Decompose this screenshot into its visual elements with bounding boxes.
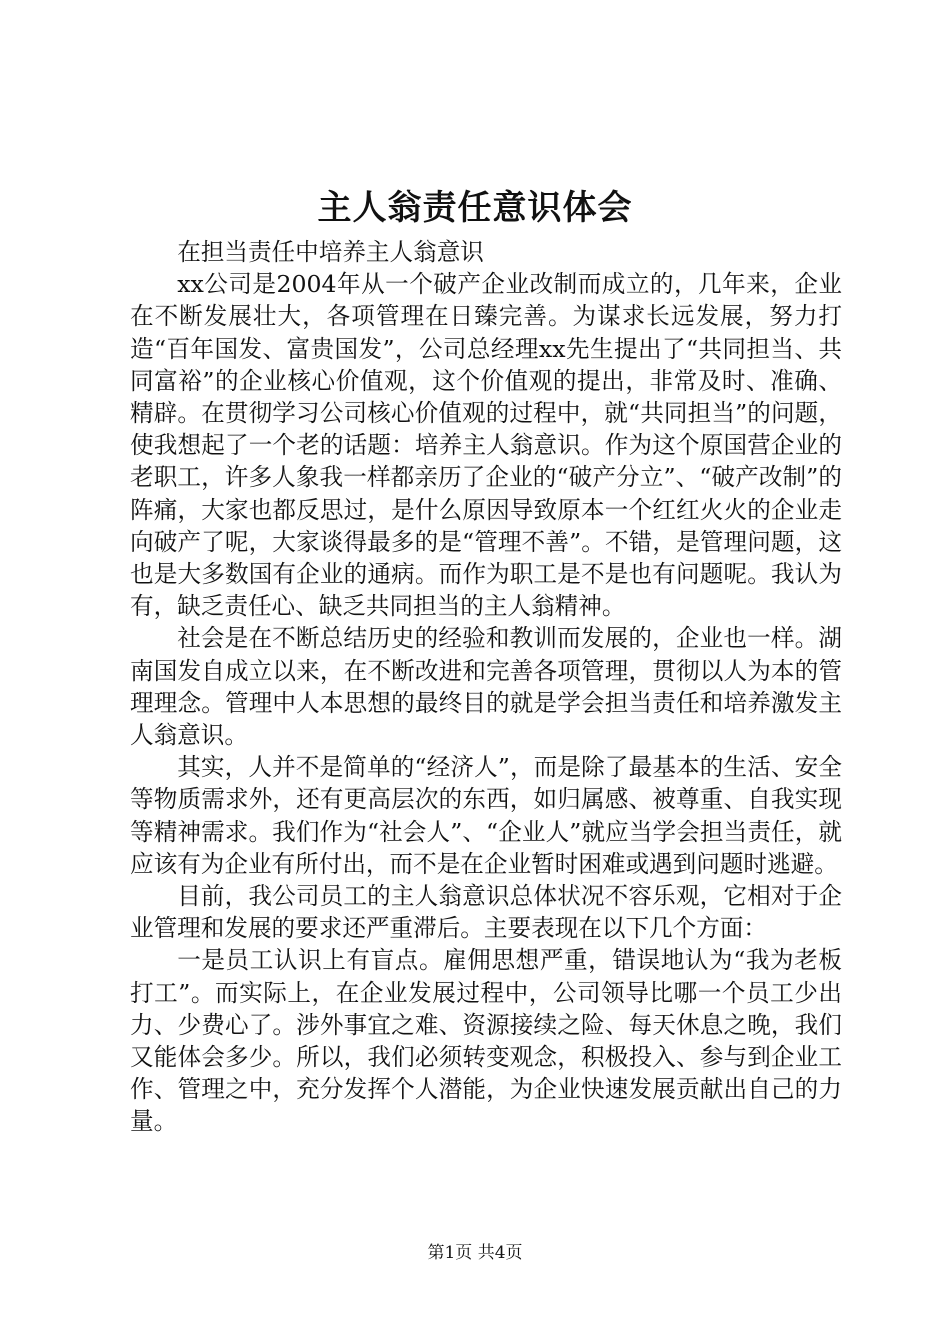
page-number-footer: 第1页 共4页 — [427, 1243, 523, 1263]
paragraph: 目前，我公司员工的主人翁意识总体状况不容乐观，它相对于企业管理和发展的要求还严重滞后。主要表现在以下几个方面： — [130, 882, 842, 943]
document-title: 主人翁责任意识体会 — [317, 188, 633, 228]
paragraph-subtitle: 在担当责任中培养主人翁意识 — [177, 238, 484, 266]
paragraph: 一是员工认识上有盲点。雇佣思想严重，错误地认为“我为老板打工”。而实际上，在企业发展过程中，公司领导比哪一个员工少出力、少费心了。涉外事宜之难、资源接续之险、每天休息之晚，我们又能体会多少。所以，我们必须转变观念，积极投入、参与到企业工作、管理之中，充分发挥个人潜能，为企业快速发展贡献出自己的力量。 — [130, 946, 842, 1136]
paragraph: 其实，人并不是简单的“经济人”，而是除了最基本的生活、安全等物质需求外，还有更高层次的东西，如归属感、被尊重、自我实现等精神需求。我们作为“社会人”、“企业人”就应当学会担当责任，就应该有为企业有所付出，而不是在企业暂时困难或遇到问题时逃避。 — [130, 753, 842, 878]
document-body — [130, 236, 842, 1138]
paragraph: 社会是在不断总结历史的经验和教训而发展的，企业也一样。湖南国发自成立以来，在不断改进和完善各项管理，贯彻以人为本的管理理念。管理中人本思想的最终目的就是学会担当责任和培养激发主人翁意识。 — [130, 624, 842, 750]
paragraph: xx公司是2004年从一个破产企业改制而成立的，几年来，企业在不断发展壮大，各项管理在日臻完善。为谋求长远发展，努力打造“百年国发、富贵国发”，公司总经理xx先生提出了“共同担当、共同富裕”的企业核心价值观，这个价值观的提出，非常及时、准确、精辟。在贯彻学习公司核心价值观的过程中，就“共同担当”的问题，使我想起了一个老的话题：培养主人翁意识。作为这个原国营企业的老职工，许多人象我一样都亲历了企业的“破产分立”、“破产改制”的阵痛，大家也都反思过，是什么原因导致原本一个红红火火的企业走向破产了呢，大家谈得最多的是“管理不善”。不错，是管理问题，这也是大多数国有企业的通病。而作为职工是不是也有问题呢。我认为有，缺乏责任心、缺乏共同担当的主人翁精神。 — [130, 270, 842, 621]
